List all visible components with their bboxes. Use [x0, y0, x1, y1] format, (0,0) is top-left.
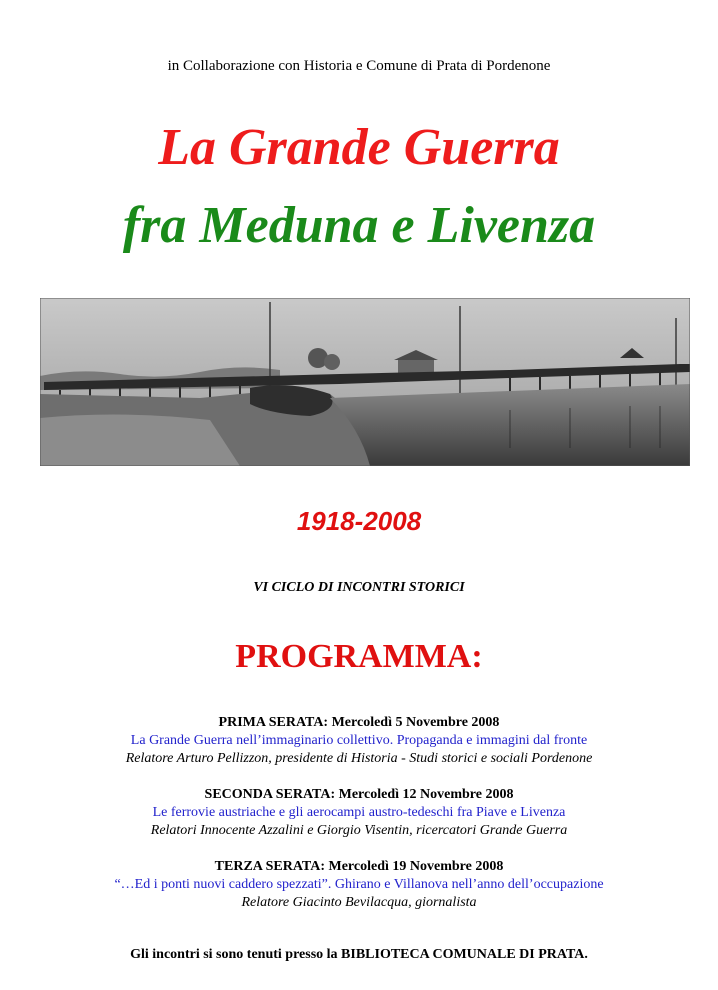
- event-2-speaker: Relatori Innocente Azzalini e Giorgio Visentin, ricercatori Grande Guerra: [150, 823, 568, 838]
- event-1-speaker: Relatore Arturo Pellizzon, presidente di Historia - Studi storici e sociali Pordenone: [125, 751, 593, 766]
- event-1-heading: [0, 714, 718, 732]
- collaboration-line: in Collaborazione con Historia e Comune di Prata di Pordenone: [167, 58, 551, 74]
- years-heading: 1918-2008: [296, 506, 422, 536]
- event-2-topic: Le ferrovie austriache e gli aerocampi austro-tedeschi fra Piave e Livenza: [152, 805, 566, 820]
- event-1-topic: La Grande Guerra nell’immaginario collettivo. Propaganda e immagini dal fronte: [130, 733, 588, 748]
- event-3-date: Mercoledì 19 Novembre 2008: [328, 859, 504, 874]
- venue-footer: Gli incontri si sono tenuti presso la BIBLIOTECA COMUNALE DI PRATA.: [130, 947, 588, 962]
- programma-heading: PROGRAMMA:: [235, 638, 483, 675]
- title-line-2: fra Meduna e Livenza: [122, 197, 596, 254]
- bridge-photo: [40, 298, 690, 466]
- event-3: [0, 858, 718, 912]
- event-3-heading: [0, 858, 718, 876]
- event-3-topic: “…Ed i ponti nuovi caddero spezzati”. Ghirano e Villanova nell’anno dell’occupazione: [114, 877, 604, 892]
- title-line-1: La Grande Guerra: [158, 119, 560, 176]
- event-1-label: PRIMA SERATA:: [218, 715, 329, 730]
- cycle-heading: VI CICLO DI INCONTRI STORICI: [253, 580, 465, 595]
- event-2-date: Mercoledì 12 Novembre 2008: [338, 787, 514, 802]
- event-1-date: Mercoledì 5 Novembre 2008: [331, 715, 500, 730]
- event-1: [0, 714, 718, 768]
- event-2-heading: [0, 786, 718, 804]
- event-2: [0, 786, 718, 840]
- event-2-label: SECONDA SERATA:: [204, 787, 336, 802]
- event-3-label: TERZA SERATA:: [214, 859, 325, 874]
- event-3-speaker: Relatore Giacinto Bevilacqua, giornalista: [241, 895, 477, 910]
